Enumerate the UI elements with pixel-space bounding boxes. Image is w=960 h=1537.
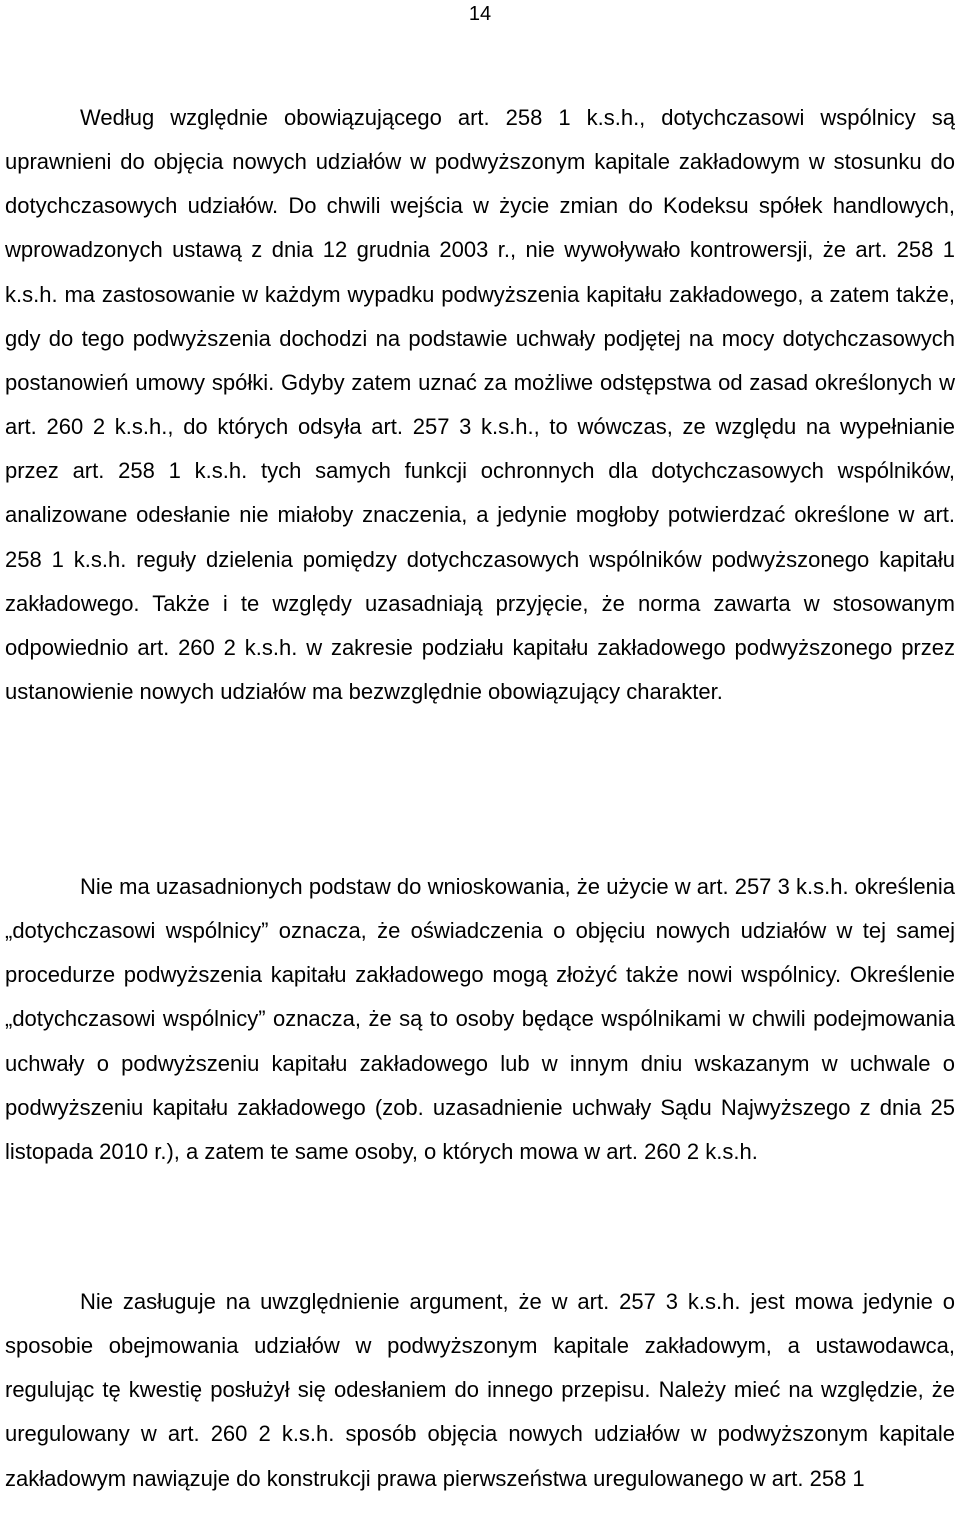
paragraph-text: Nie ma uzasadnionych podstaw do wnioskowania, że użycie w art. 257 3 k.s.h. określenia „dotychczasowi wspólnicy” oznacza, że oświadczenia o objęciu nowych udziałów w tej samej procedurze podwyższenia kapitału zakładowego mogą złożyć także nowi wspólnicy. Określenie „dotychczasowi wspólnicy” oznacza, że są to osoby będące wspólnikami w chwili podejmowania uchwały o podwyższeniu kapitału zakładowego lub w innym dniu wskazanym w uchwale o podwyższeniu kapitału zakładowego (zob. uzasadnienie uchwały Sądu Najwyższego z dnia 25 listopada 2010 r.), a zatem te same osoby, o których mowa w art. 260 2 k.s.h. — [5, 874, 955, 1164]
page-number: 14 — [468, 3, 492, 25]
paragraph-text: Nie zasługuje na uwzględnienie argument, że w art. 257 3 k.s.h. jest mowa jedynie o sposobie obejmowania udziałów w podwyższonym kapitale zakładowym, a ustawodawca, regulując tę kwestię posłużył się odesłaniem do innego przepisu. Należy mieć na względzie, że uregulowany w art. 260 2 k.s.h. sposób objęcia nowych udziałów w podwyższonym kapitale zakładowym nawiązuje do konstrukcji prawa pierwszeństwa uregulowanego w art. 258 1 — [5, 1289, 955, 1491]
paragraph-2 — [5, 865, 955, 1174]
paragraph-1 — [5, 96, 955, 714]
paragraph-3 — [5, 1280, 955, 1501]
paragraph-text: Według względnie obowiązującego art. 258 1 k.s.h., dotychczasowi wspólnicy są uprawnieni do objęcia nowych udziałów w podwyższonym kapitale zakładowym w stosunku do dotychczasowych udziałów. Do chwili wejścia w życie zmian do Kodeksu spółek handlowych, wprowadzonych ustawą z dnia 12 grudnia 2003 r., nie wywoływało kontrowersji, że art. 258 1 k.s.h. ma zastosowanie w każdym wypadku podwyższenia kapitału zakładowego, a zatem także, gdy do tego podwyższenia dochodzi na podstawie uchwały podjętej na mocy dotychczasowych postanowień umowy spółki. Gdyby zatem uznać za możliwe odstępstwa od zasad określonych w art. 260 2 k.s.h., do których odsyła art. 257 3 k.s.h., to wówczas, ze względu na wypełnianie przez art. 258 1 k.s.h. tych samych funkcji ochronnych dla dotychczasowych wspólników, analizowane odesłanie nie miałoby znaczenia, a jedynie mogłoby potwierdzać określone w art. 258 1 k.s.h. reguły dzielenia pomiędzy dotychczasowych wspólników podwyższonego kapitału zakładowego. Także i te względy uzasadniają przyjęcie, że norma zawarta w stosowanym odpowiednio art. 260 2 k.s.h. w zakresie podziału kapitału zakładowego podwyższonego przez ustanowienie nowych udziałów ma bezwzględnie obowiązujący charakter. — [5, 105, 955, 705]
